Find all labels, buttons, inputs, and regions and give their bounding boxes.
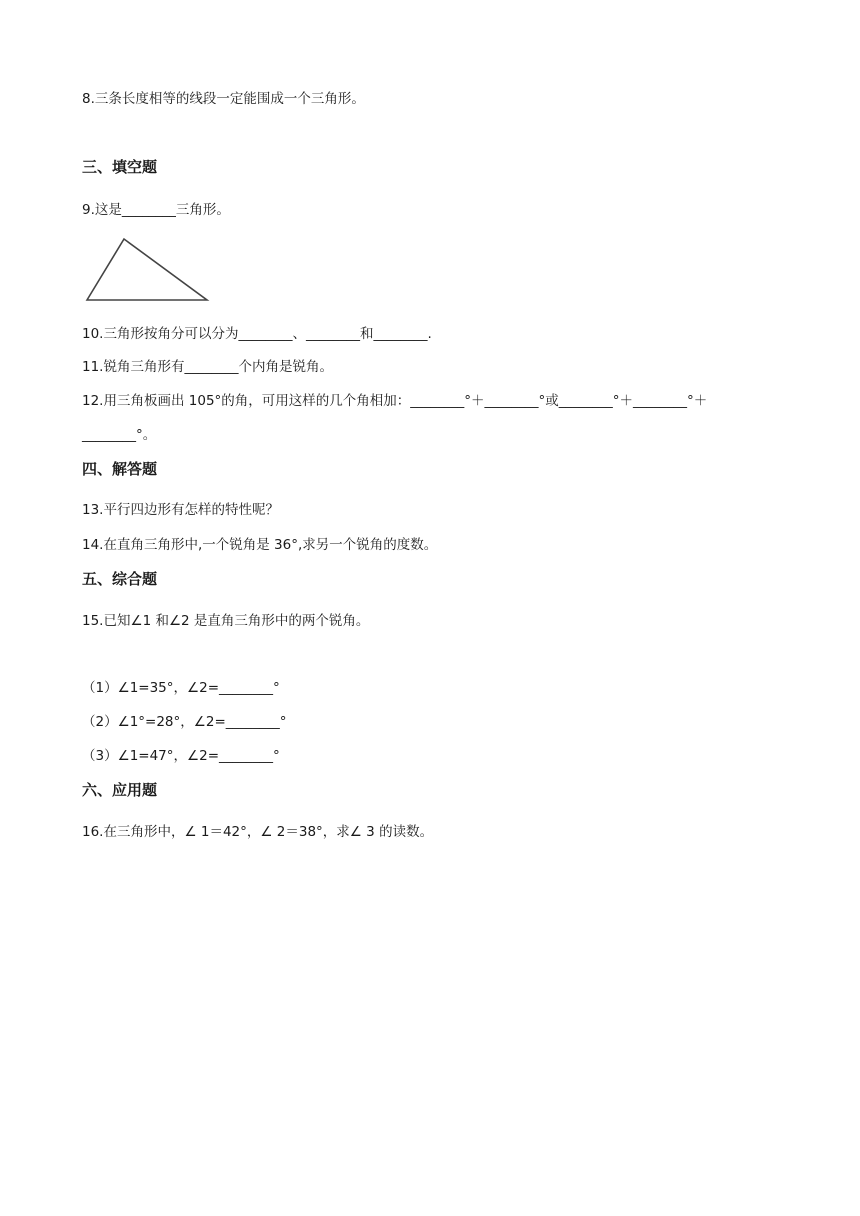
obtuse-triangle-figure bbox=[84, 236, 214, 306]
section-heading-application: 六、应用题 bbox=[82, 781, 158, 799]
question-15-part-3: （3）∠1=47°，∠2=________° bbox=[82, 748, 280, 764]
question-13: 13.平行四边形有怎样的特性呢？ bbox=[82, 502, 279, 518]
question-14: 14.在直角三角形中,一个锐角是 36°,求另一个锐角的度数。 bbox=[82, 537, 438, 553]
question-8: 8.三条长度相等的线段一定能围成一个三角形。 bbox=[82, 91, 365, 107]
question-10: 10.三角形按角分可以分为________、________和________. bbox=[82, 326, 432, 342]
section-heading-fill-in: 三、填空题 bbox=[82, 158, 158, 176]
question-12-line-2: ________°。 bbox=[82, 427, 157, 443]
question-12-line-1: 12.用三角板画出 105°的角，可用这样的几个角相加：________°＋________°或________°＋________°＋ bbox=[82, 393, 708, 409]
question-15-part-2: （2）∠1°=28°，∠2=________° bbox=[82, 714, 287, 730]
section-heading-answer: 四、解答题 bbox=[82, 460, 158, 478]
question-15: 15.已知∠1 和∠2 是直角三角形中的两个锐角。 bbox=[82, 613, 370, 629]
question-16: 16.在三角形中，∠ 1＝42°，∠ 2＝38°，求∠ 3 的读数。 bbox=[82, 824, 434, 840]
section-heading-comprehensive: 五、综合题 bbox=[82, 570, 158, 588]
question-9: 9.这是________三角形。 bbox=[82, 202, 230, 218]
question-11: 11.锐角三角形有________个内角是锐角。 bbox=[82, 359, 333, 375]
question-15-part-1: （1）∠1=35°，∠2=________° bbox=[82, 680, 280, 696]
